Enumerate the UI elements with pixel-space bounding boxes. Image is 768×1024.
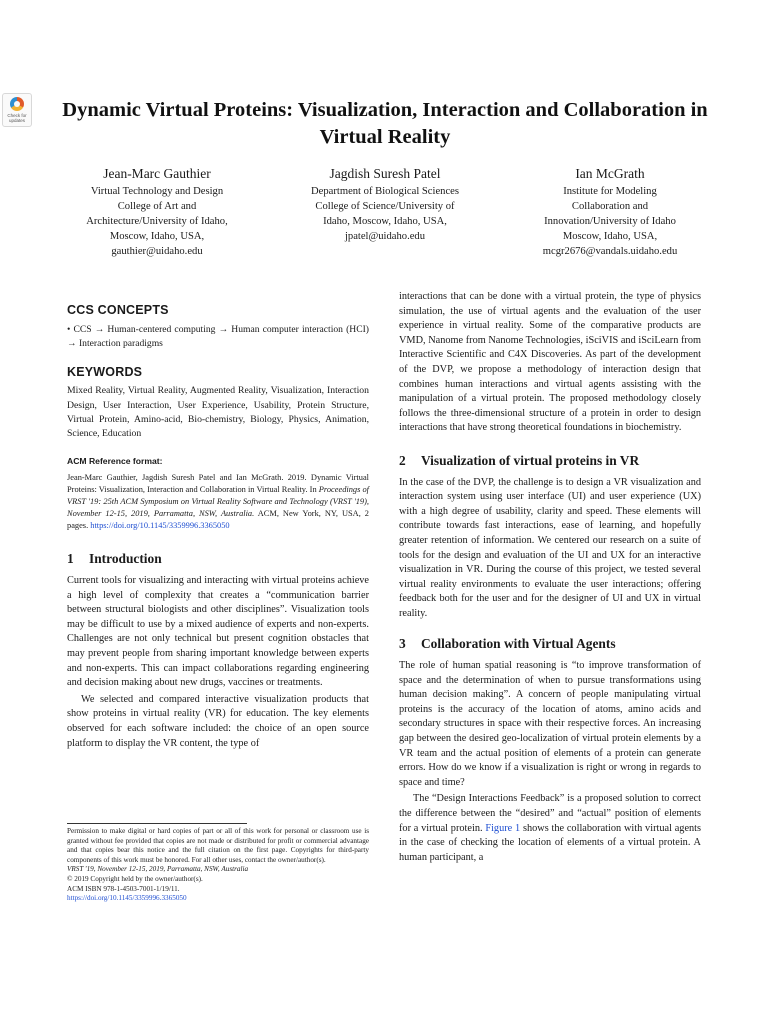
keywords-heading: KEYWORDS: [67, 364, 143, 379]
paragraph-text: The “Design Interactions Feedback” is a proposed solution to correct the difference between the “desired” and “actual” position of elements for a virtual protein.: [399, 793, 701, 834]
section-3-paragraph-2: [399, 792, 701, 865]
acm-reference-publisher: ACM, New York, NY, USA, 2 pages.: [67, 509, 369, 531]
acm-reference-doi-link[interactable]: https://doi.org/10.1145/3359996.3365050: [90, 521, 230, 531]
left-column: [67, 303, 369, 751]
acm-reference-authors: Jean-Marc Gauthier, Jagdish Suresh Patel and Ian McGrath. 2019. Dynamic Virtual Proteins: Visualization, Interaction and Collaboration in Virtual Reality. In: [67, 473, 369, 495]
author-block-2: [280, 165, 490, 244]
section-1-paragraph-2-continued: interactions that can be done with a virtual protein, the type of physics simulation, the use of virtual agents and the evaluation of the user experience in virtual reality. Some of the comparative products are VMD, Nanome from Nanome Technologies, iSciVIS and iSciLearn from Interactive Scientific and C4X Discoveries. As part of the development of the DVP, we propose a methodology of interaction design that combines human interactions and virtual agents assisting with the manipulation of a virtual protein. The proposed methodology closely follows the three-dimensional structure of a protein in order to design interactions that have strong theoretical foundations in biochemistry.: [399, 291, 701, 434]
author-affiliation-line: College of Art and: [117, 201, 197, 212]
author-email: mcgr2676@vandals.uidaho.edu: [542, 246, 678, 257]
author-affiliation-line: Moscow, Idaho, USA,: [562, 231, 658, 242]
acm-reference-text: [67, 472, 369, 532]
check-for-updates-badge[interactable]: [2, 93, 32, 127]
keywords-text: Mixed Reality, Virtual Reality, Augmented Reality, Visualization, Interaction Design, User Interaction, User Experience, Usability, Protein Structure, Virtual Protein, Amino-acid, Bio-chemistry, Biology, Physics, Animation, Science, Education: [67, 385, 369, 440]
author-name: Ian McGrath: [575, 166, 645, 181]
author-affiliation-line: Collaboration and: [571, 201, 649, 212]
ccs-text: • CCS → Human-centered computing → Human computer interaction (HCI) → Interaction paradigms: [67, 323, 369, 349]
section-number: 1: [67, 551, 74, 567]
author-affiliation-line: Virtual Technology and Design: [90, 186, 224, 197]
crossmark-icon: [10, 97, 24, 111]
footnote-isbn: ACM ISBN 978-1-4503-7001-1/19/11.: [67, 884, 180, 893]
paper-title: Dynamic Virtual Proteins: Visualization, Interaction and Collaboration in Virtual Reality: [62, 99, 708, 148]
section-1-heading: [67, 552, 369, 567]
author-email: gauthier@uidaho.edu: [111, 246, 203, 257]
footnote-permission: Permission to make digital or hard copies of part or all of this work for personal or classroom use is granted without fee provided that copies are not made or distributed for profit or commercial advantage and that copies bear this notice and the full citation on the first page. Copyrights for third-party components of this work must be honored. For all other uses, contact the owner/author(s).: [67, 827, 369, 864]
author-affiliation-line: Department of Biological Sciences: [311, 186, 459, 197]
section-number: 2: [399, 452, 406, 468]
section-number: 3: [399, 636, 406, 652]
footnote-copyright: © 2019 Copyright held by the owner/author(s).: [67, 874, 203, 883]
footnote-venue: VRST '19, November 12-15, 2019, Parramatta, NSW, Australia: [67, 865, 249, 874]
section-2-heading: [399, 454, 701, 469]
author-name: Jagdish Suresh Patel: [329, 166, 441, 181]
footnote: [67, 827, 369, 904]
author-affiliation-line: Architecture/University of Idaho,: [86, 216, 228, 227]
ccs-heading: CCS CONCEPTS: [67, 303, 169, 317]
acm-reference-heading: ACM Reference format:: [67, 455, 163, 466]
footnote-doi-link[interactable]: https://doi.org/10.1145/3359996.3365050: [67, 894, 187, 903]
author-affiliation-line: Institute for Modeling: [563, 186, 657, 197]
section-title: Collaboration with Virtual Agents: [421, 636, 616, 652]
acm-reference-proceedings: Proceedings of VRST '19: 25th ACM Symposium on Virtual Reality Software and Technology (VRST '19), November 12-15, 2019, Parramatta, NSW, Australia.: [67, 485, 369, 519]
author-affiliation-line: College of Science/University of: [315, 201, 455, 212]
author-email: jpatel@uidaho.edu: [344, 231, 426, 242]
author-affiliation-line: Innovation/University of Idaho: [544, 216, 676, 227]
author-affiliation-line: Moscow, Idaho, USA,: [109, 231, 205, 242]
paragraph-text: shows the collaboration with virtual agents in the case of checking the location of elements of a virtual protein. A human participant, a: [399, 822, 702, 863]
author-affiliation-line: Idaho, Moscow, Idaho, USA,: [323, 216, 447, 227]
section-title: Visualization of virtual proteins in VR: [421, 452, 640, 468]
right-column: [399, 290, 701, 865]
badge-label: Check for updates: [7, 113, 27, 123]
section-1-paragraph-2: We selected and compared interactive visualization products that show proteins in virtual reality (VR) for education. The key elements observed for each software included: the choice of an open source platform to display the VR content, the type of: [67, 693, 369, 749]
author-block-3: [505, 165, 715, 259]
footnote-rule: [67, 823, 247, 824]
section-3-paragraph-1: The role of human spatial reasoning is “to improve transformation of space and the determination of when to pursue transformations using human decision making”. A concern of people manipulating virtual proteins is the accuracy of the location of atoms, amino acids and secondary structures in space with their respective forces. An increasing gap between the desired geo-localization of virtual protein elements by a VR team and the actual position of elements of a protein can generate errors. How do we know if a visualization is right or wrong in regards to space and time?: [399, 660, 701, 788]
section-1-paragraph-1: Current tools for visualizing and interacting with virtual proteins achieve a high level of complexity that creates a “communication barrier between structural biologists and other disciplines”. Visualization tools may be difficult to use by a mixed audience of experts and non-experts. Challenges are not only technical but present cognition obstacles that may prevent people from sharing important knowledge between experts and non-experts. This can impact collaborations regarding engineering and decision making about new drugs, vaccines or treatments.: [67, 575, 369, 689]
author-name: Jean-Marc Gauthier: [103, 166, 211, 181]
section-3-heading: [399, 637, 701, 652]
author-block-1: [52, 165, 262, 259]
section-2-paragraph-1: In the case of the DVP, the challenge is to design a VR visualization and interaction system using user interface (UI) and user experience (UX) with a high degree of usability, clarity and speed. These elements will contribute towards fast interactions, ease of learning, and hopefully greater retention of information. We centered our research on a suite of tools for the design and evaluation of the UI and UX for an interactive visualization in VR. During the course of this project, we tested several virtual reality environments to evaluate the user interactions; offering feedback both for the user and for the designer of UI and UX in virtual reality.: [399, 476, 701, 619]
figure-1-link[interactable]: Figure 1: [485, 822, 521, 834]
section-title: Introduction: [89, 551, 162, 567]
